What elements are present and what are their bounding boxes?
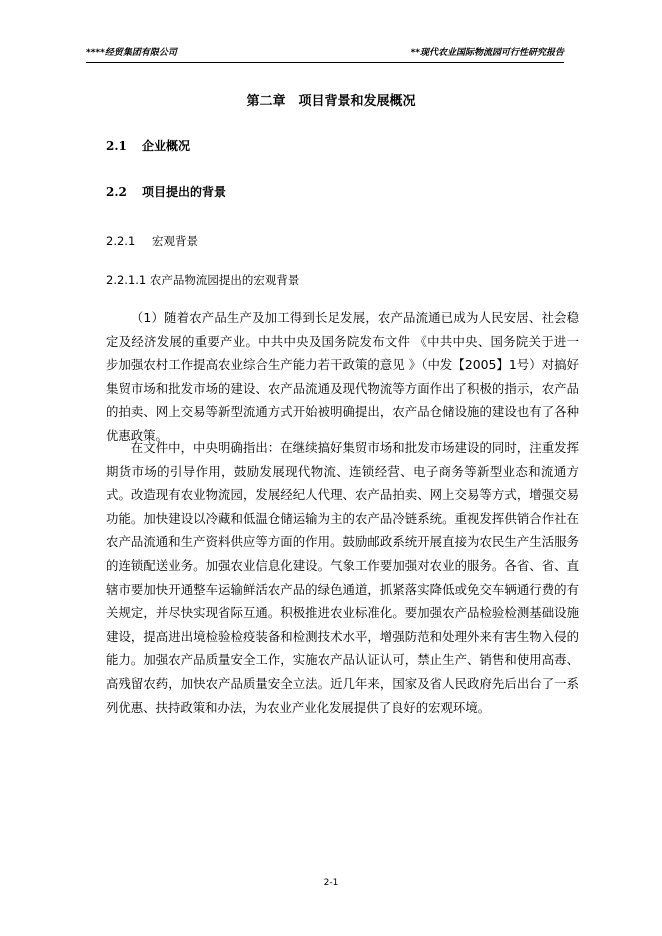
- header-report-title: **现代农业国际物流园可行性研究报告: [410, 48, 564, 58]
- section-number: 2.2.1.1: [106, 273, 147, 287]
- section-2-2-heading: [106, 183, 226, 201]
- section-number: 2.2: [106, 185, 127, 199]
- section-2-2-1-heading: [106, 232, 198, 250]
- header-company-name: ****经贸集团有限公司: [86, 48, 177, 58]
- section-2-1-heading: [106, 137, 190, 155]
- section-number: 2.1: [106, 139, 127, 153]
- section-title: 宏观背景: [152, 234, 198, 248]
- section-title: 农产品物流园提出的宏观背景: [149, 273, 300, 287]
- chapter-title: 第二章 项目背景和发展概况: [246, 94, 416, 109]
- paragraph-1: （1）随着农产品生产及加工得到长足发展，农产品流通已成为人民安居、社会稳定及经济发展的重要产业。中共中央及国务院发布文件 《中共中央、国务院关于进一步加强农村工作提高农业综合生产能力若干政策的意见 》（中发【2005】1号）对搞好集贸市场和批发市场的建设、农产品流通及现代物流等方面作出了积极的指示，农产品的拍卖、网上交易等新型流通方式开始被明确提出，农产品仓储设施的建设也有了各种优惠政策。: [106, 310, 579, 443]
- section-2-2-1-1-heading: [106, 271, 299, 289]
- page-number: 2-1: [323, 878, 339, 888]
- section-number: 2.2.1: [106, 234, 136, 248]
- paragraph-2: 在文件中，中央明确指出：在继续搞好集贸市场和批发市场建设的同时，注重发挥期货市场的引导作用，鼓励发展现代物流、连锁经营、电子商务等新型业态和流通方式。改造现有农业物流园，发展经纪人代理、农产品拍卖、网上交易等方式，增强交易功能。加快建设以冷藏和低温仓储运输为主的农产品冷链系统。重视发挥供销合作社在农产品流通和生产资料供应等方面的作用。鼓励邮政系统开展直接为农民生产生活服务的连锁配送业务。加强农业信息化建设。气象工作要加强对农业的服务。各省、省、直辖市要加快开通整车运输鲜活农产品的绿色通道，抓紧落实降低或免交车辆通行费的有关规定，并尽快实现省际互通。积极推进农业标准化。要加强农产品检验检测基础设施建设，提高进出境检验检疫装备和检测技术水平，增强防范和处理外来有害生物入侵的能力。加强农产品质量安全工作，实施农产品认证认可，禁止生产、销售和使用高毒、高残留农药，加快农产品质量安全立法。近几年来，国家及省人民政府先后出台了一系列优惠、扶持政策和办法，为农业产业化发展提供了良好的宏观环境。: [106, 440, 579, 715]
- section-title: 项目提出的背景: [142, 185, 227, 199]
- section-title: 企业概况: [142, 139, 191, 153]
- page-header: [86, 46, 564, 63]
